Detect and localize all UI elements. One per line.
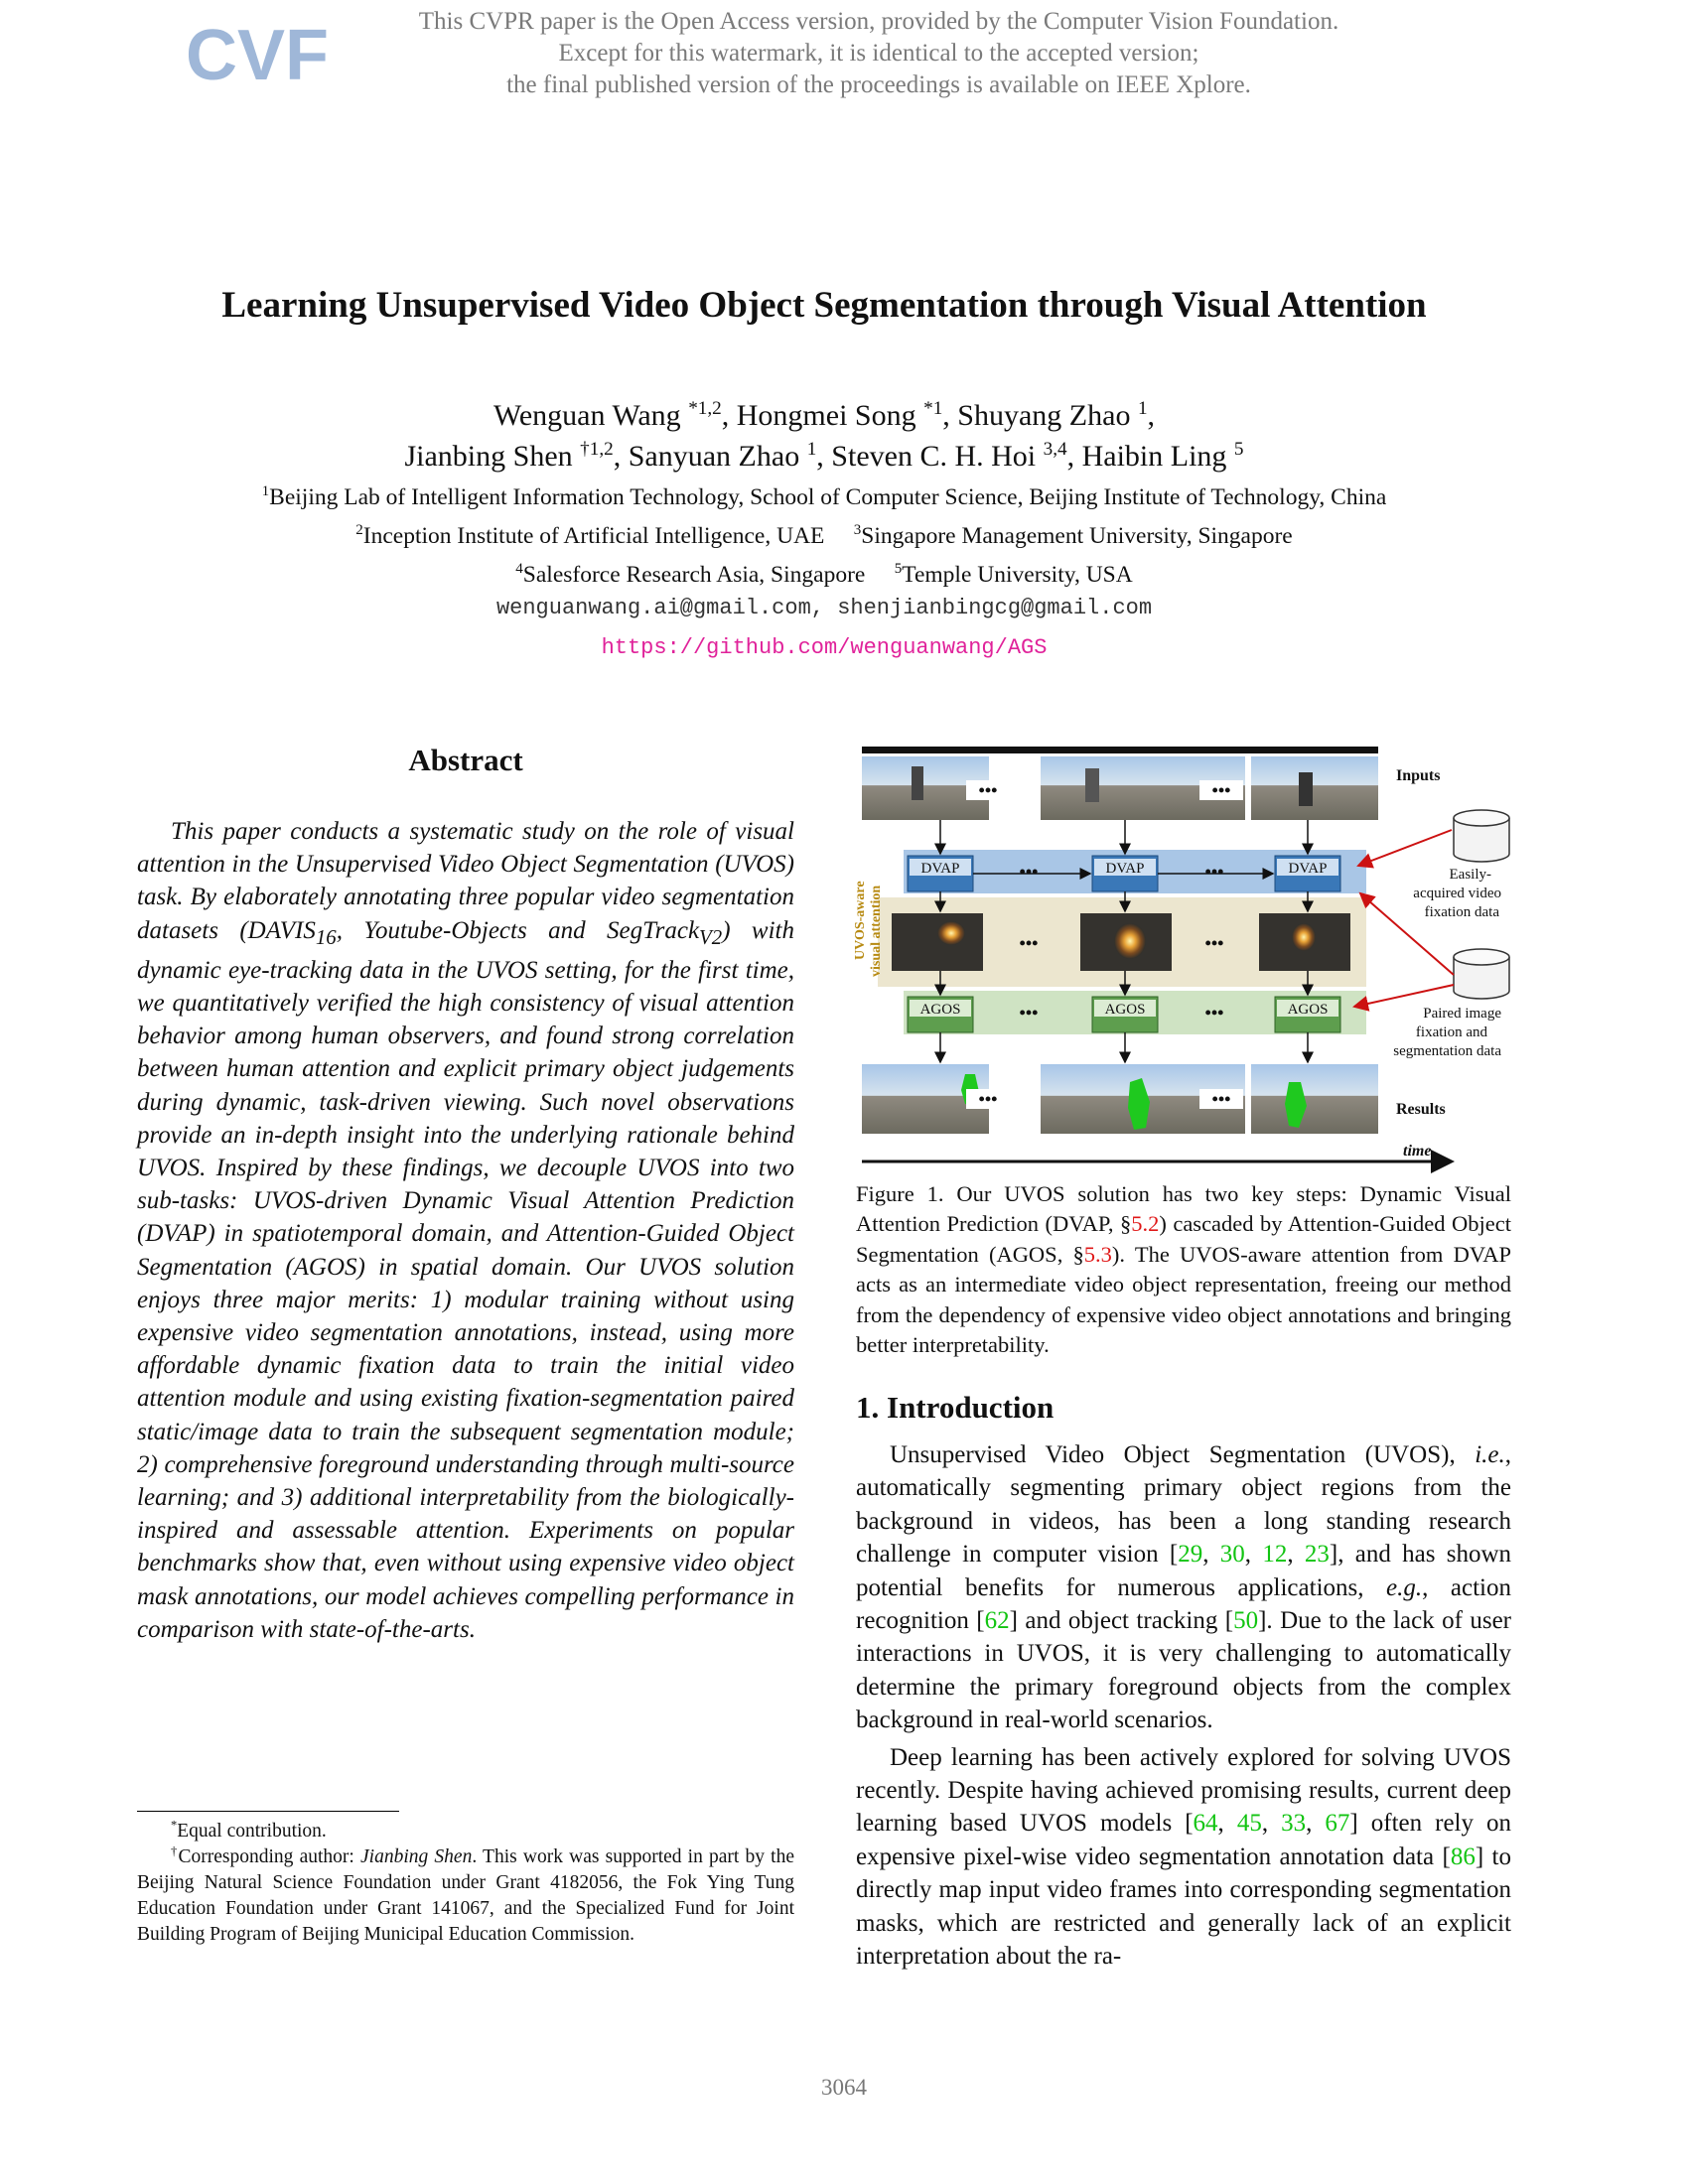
github-link[interactable]: https://github.com/wenguanwang/AGS (601, 635, 1048, 660)
citation-link[interactable]: 12 (1262, 1541, 1288, 1569)
database-icon-top (1454, 949, 1509, 965)
author-line: Wenguan Wang $^{*1,2}$, Hongmei Song $^{*1}$, Shuyang Zhao $^1$, (492, 398, 1156, 432)
abstract-text: , Youtube-Objects and SegTrack (336, 916, 700, 944)
attention-maps (892, 913, 1350, 971)
intro-text: ] often rely on expensive pixel-wise video segmentation annotation data [ (856, 1810, 1512, 1870)
caption-text: ). The UVOS-aware attention from DVAP acts as an intermediate video object representation, freeing our method from the dependency of expensive video object annotations and bringing better interpretability. (856, 1241, 1511, 1358)
ellipsis: ••• (1204, 862, 1224, 882)
database-label: Paired image (1423, 1006, 1501, 1022)
citation-link[interactable]: 33 (1281, 1810, 1307, 1838)
figure-1-diagram (853, 747, 1501, 1173)
affiliation-text: Temple University, USA (902, 562, 1133, 588)
citation-link[interactable]: 23 (1304, 1541, 1330, 1569)
footnote-author: Jianbing Shen (360, 1846, 473, 1867)
abstract-text: ) with dynamic eye-tracking data in the UVOS setting, for the first time, we quantitatively verified the high consistency of visual attention behavior among human observers, and found strong correlation between human attention and explicit primary object judgements during dynamic, task-driven viewing. Such novel observations provide an in-depth insight into the underlying rationale behind UVOS. Inspired by these findings, we decouple UVOS into two sub-tasks: UVOS-driven Dynamic Visual Attention Prediction (DVAP) in spatiotemporal domain, and Attention-Guided Object Segmentation (AGOS) in spatial domain. Our UVOS solution enjoys three major merits: 1) modular training without using expensive video segmentation annotations, instead, using more affordable dynamic fixation data to train the initial video attention module and using existing fixation-segmentation paired static/image data to train the subsequent segmentation module; 2) comprehensive foreground understanding through multi-source learning; and 3) additional interpretability from the biologically-inspired and assessable attention. Experiments on popular benchmarks show that, even without using expensive video object mask annotations, our model achieves compelling performance in comparison with state-of-the-arts. (137, 916, 794, 1643)
author-name: Hongmei Song (736, 399, 916, 432)
author-name: Wenguan Wang (492, 399, 681, 432)
database-icon-top (1454, 810, 1509, 826)
time-label: time (1403, 1143, 1432, 1160)
footnote-corresponding (137, 1844, 794, 1948)
introduction-heading: 1. Introduction (856, 1390, 1055, 1425)
ellipsis: ••• (1019, 1003, 1039, 1023)
intro-paragraph: Unsupervised Video Object Segmentation (UVOS), i.e., automatically segmenting primary object regions from the background in videos, has been a long standing research challenge in computer vision [29, 30, 12, 23], and has shown potential benefits for numerous applications, e.g., action recognition [62] and object tracking [50]. Due to the lack of user interactions in UVOS, it is very challenging to automatically determine the primary foreground objects from the complex background in real-world scenarios. (856, 1441, 1512, 1734)
footnote-rule (137, 1811, 399, 1812)
affiliation-number: 3 (853, 522, 862, 539)
intro-text: , automatically segmenting primary object regions from the background in videos, has been a long standing research challenge in computer vision [ (856, 1441, 1511, 1569)
footnote-mark: † (171, 1843, 179, 1858)
author-mark: 1 (1137, 398, 1148, 419)
input-frame (1251, 756, 1378, 820)
citation-link[interactable]: 86 (1450, 1843, 1476, 1870)
citation-link[interactable]: 29 (1178, 1541, 1203, 1569)
author-emails: wenguanwang.ai@gmail.com, shenjianbingcg@gmail.com (495, 596, 1153, 620)
affiliation-text: Beijing Lab of Intelligent Information Technology, School of Computer Science, Beijing Institute of Technology, China (269, 484, 1387, 510)
abstract-subscript: V2 (699, 924, 723, 949)
ellipsis: ••• (1204, 1003, 1224, 1023)
watermark-line: the final published version of the proceedings is available on IEEE Xplore. (506, 71, 1251, 98)
footnote-text: . This work was supported in part by the Beijing Natural Science Foundation under Grant 4182056, the Fok Ying Tung Education Foundation under Grant 141067, and the Specialized Fund for Joint Building Program of Beijing Municipal Education Commission. (137, 1846, 795, 1945)
author-mark: †1,2 (580, 439, 614, 460)
footnote-equal (137, 1819, 794, 1844)
ellipsis: ••• (1211, 1089, 1231, 1109)
author-line: Jianbing Shen $^{\dagger 1,2}$, Sanyuan Zhao $^1$, Steven C. H. Hoi $^{3,4}$, Haibin Ling $^5$ (404, 439, 1244, 473)
database-label: segmentation data (1393, 1043, 1501, 1059)
abstract-paragraph (137, 815, 794, 1646)
training-arrow (1354, 985, 1454, 1007)
cvf-logo (184, 14, 329, 95)
citation-link[interactable]: 50 (1233, 1607, 1259, 1635)
author-name: Sanyuan Zhao (628, 440, 800, 473)
affiliation-number: 1 (261, 483, 270, 500)
abstract-body (137, 815, 794, 1646)
affiliation-text: Singapore Management University, Singapore (861, 523, 1293, 549)
agos-modules (908, 997, 1340, 1032)
database-label: fixation and (1415, 1024, 1487, 1040)
svg-text:CVF: CVF (186, 16, 329, 95)
author-list (99, 395, 1549, 477)
database-label: Easily- (1449, 867, 1491, 883)
results-label: Results (1396, 1101, 1446, 1118)
affiliation-number: 5 (894, 561, 903, 578)
affiliation-line (99, 478, 1549, 517)
dvap-label: DVAP (1288, 861, 1328, 877)
caption-text: ) cascaded by Attention-Guided Object Segmentation (AGOS, § (856, 1211, 1511, 1267)
page-number: 3064 (821, 2075, 867, 2100)
abstract-heading: Abstract (408, 743, 523, 777)
segmentation-database (1393, 949, 1509, 1059)
citation-link[interactable]: 67 (1325, 1810, 1350, 1838)
footnotes (137, 1819, 794, 1948)
attention-hotspot (1114, 923, 1146, 959)
affiliation-number: 2 (355, 522, 363, 539)
citation-link[interactable]: 64 (1193, 1810, 1218, 1838)
intro-text: ], and has shown potential benefits for numerous applications, (856, 1541, 1512, 1601)
introduction-body (856, 1438, 1511, 1978)
attention-hotspot (1292, 923, 1316, 951)
database-label: fixation data (1424, 904, 1499, 920)
author-mark: 5 (1233, 439, 1244, 460)
runner-silhouette (1085, 768, 1099, 802)
watermark-line: This CVPR paper is the Open Access version, provided by the Computer Vision Foundation. (418, 8, 1339, 35)
author-mark: *1,2 (688, 398, 722, 419)
footnote-text: Corresponding author: (178, 1846, 361, 1867)
citation-link[interactable]: 62 (984, 1607, 1010, 1635)
database-label: acquired video (1413, 886, 1501, 901)
intro-text: e.g. (1386, 1573, 1423, 1601)
footnote-text: Equal contribution. (177, 1821, 327, 1842)
figure-caption (856, 1179, 1511, 1360)
training-arrow (1358, 830, 1452, 866)
ellipsis: ••• (1211, 780, 1231, 800)
affiliation-number: 4 (515, 561, 523, 578)
author-name: Steven C. H. Hoi (831, 440, 1037, 473)
runner-silhouette (1299, 772, 1313, 806)
intro-text: , action recognition [ (856, 1573, 1511, 1635)
inputs-label: Inputs (1396, 767, 1441, 784)
agos-label: AGOS (1287, 1002, 1329, 1018)
dvap-modules (908, 856, 1340, 891)
author-name: Jianbing Shen (404, 440, 573, 473)
citation-link[interactable]: 45 (1236, 1810, 1262, 1838)
dvap-label: DVAP (920, 861, 960, 877)
intro-text: Unsupervised Video Object Segmentation (UVOS), (890, 1441, 1476, 1468)
intro-text: Deep learning has been actively explored for solving UVOS recently. Despite having achieved promising results, current deep learning based UVOS models [ (856, 1743, 1511, 1838)
abstract-subscript: 16 (315, 924, 337, 949)
affiliation-text: Salesforce Research Asia, Singapore (522, 562, 866, 588)
paper-title: Learning Unsupervised Video Object Segmentation through Visual Attention (221, 285, 1427, 326)
input-timeline-bar (862, 747, 1378, 753)
attention-hotspot (937, 921, 965, 945)
citation-link[interactable]: 30 (1219, 1541, 1245, 1569)
input-frames (862, 756, 1378, 820)
ellipsis: ••• (978, 780, 998, 800)
section-ref[interactable]: 5.2 (1131, 1211, 1160, 1237)
intro-text: ] and object tracking [ (1009, 1607, 1234, 1635)
ellipsis: ••• (978, 1089, 998, 1109)
result-frames (862, 1064, 1378, 1134)
abstract-text: This paper conducts a systematic study on the role of visual attention in the Unsupervised Video Object Segmentation (UVOS) task. By elaborately annotating three popular video segmentation datasets (DAVIS (137, 818, 794, 944)
ellipsis: ••• (1204, 933, 1224, 953)
affiliation-text: Inception Institute of Artificial Intelligence, UAE (362, 523, 825, 549)
affiliations (99, 478, 1549, 595)
intro-text: ] to directly map input video frames into corresponding segmentation masks, which are restricted and generally lack of an explicit interpretation about the ra- (856, 1843, 1511, 1971)
caption-text: Figure 1. Our UVOS solution has two key steps: Dynamic Visual Attention Prediction (DVAP, § (856, 1181, 1511, 1237)
author-mark: 1 (806, 439, 817, 460)
author-name: Haibin Ling (1081, 440, 1227, 473)
intro-text: ]. Due to the lack of user interactions in UVOS, it is very challenging to automatically determine the primary foreground objects from the complex background in real-world scenarios. (856, 1607, 1512, 1734)
ellipsis: ••• (1019, 862, 1039, 882)
affiliation-line (99, 517, 1549, 556)
agos-label: AGOS (919, 1002, 961, 1018)
result-frame (1251, 1064, 1378, 1134)
intro-paragraph: Deep learning has been actively explored for solving UVOS recently. Despite having achieved promising results, current deep learning based UVOS models [64, 45, 33, 67] often rely on expensive pixel-wise video segmentation annotation data [86] to directly map input video frames into corresponding segmentation masks, which are restricted and generally lack of an explicit interpretation about the ra- (856, 1743, 1512, 1971)
affiliation-line (99, 556, 1549, 595)
watermark-line: Except for this watermark, it is identical to the accepted version; (558, 40, 1199, 67)
author-mark: 3,4 (1043, 439, 1067, 460)
section-ref[interactable]: 5.3 (1083, 1241, 1112, 1267)
author-mark: *1 (923, 398, 943, 419)
author-name: Shuyang Zhao (957, 399, 1131, 432)
side-label: visual attention (869, 885, 884, 977)
intro-text: i.e. (1475, 1441, 1505, 1468)
dvap-label: DVAP (1105, 861, 1145, 877)
watermark-notice (328, 6, 1430, 101)
ellipsis: ••• (1019, 933, 1039, 953)
footnote-mark: * (171, 1818, 178, 1833)
fixation-database (1413, 810, 1509, 920)
attention-map (892, 913, 983, 971)
agos-label: AGOS (1104, 1002, 1146, 1018)
runner-silhouette (912, 766, 923, 800)
side-label: UVOS-aware (853, 881, 868, 960)
